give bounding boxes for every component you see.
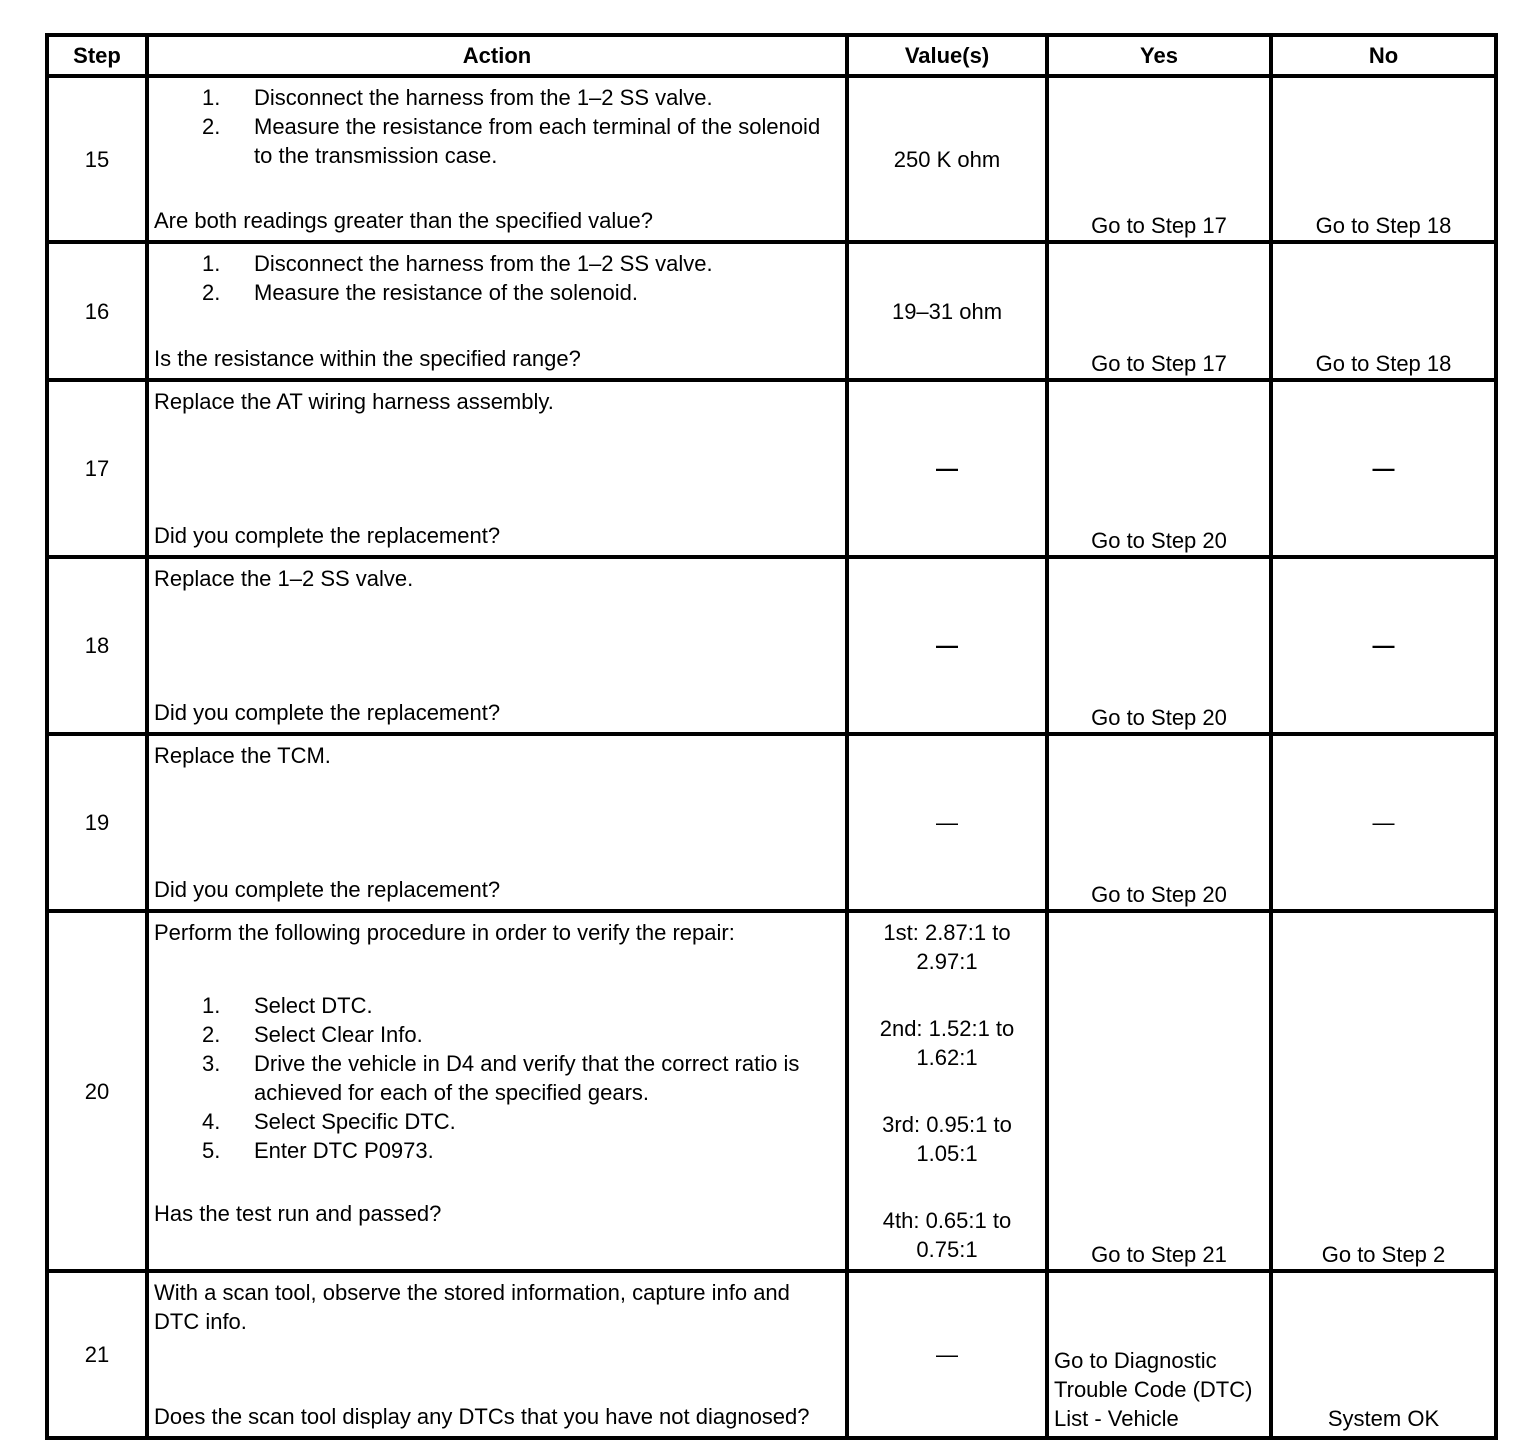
yes-link[interactable]: Go to Step 20 xyxy=(1047,734,1271,911)
question-text: Did you complete the replacement? xyxy=(154,700,501,725)
no-cell: — xyxy=(1271,557,1496,734)
list-item: 1. Select DTC. xyxy=(202,993,373,1018)
question-text: Did you complete the replacement? xyxy=(154,877,501,902)
gear-ratio-1st: 1st: 2.87:1 to 2.97:1 xyxy=(883,920,1011,974)
value-cell: 19–31 ohm xyxy=(847,242,1047,380)
no-link[interactable]: Go to Step 18 xyxy=(1271,242,1496,380)
table-row xyxy=(47,76,1496,242)
value-cell: — xyxy=(847,1271,1047,1438)
header-action: Action xyxy=(147,35,847,76)
value-cell xyxy=(847,911,1047,1271)
yes-link[interactable]: Go to Step 17 xyxy=(1047,242,1271,380)
gear-ratio-4th: 4th: 0.65:1 to 0.75:1 xyxy=(882,1208,1012,1262)
value-cell: — xyxy=(847,734,1047,911)
action-cell xyxy=(147,734,847,911)
no-cell: System OK xyxy=(1271,1271,1496,1438)
yes-link[interactable]: Go to Step 20 xyxy=(1047,557,1271,734)
table-row xyxy=(47,242,1496,380)
action-cell xyxy=(147,76,847,242)
question-text: Has the test run and passed? xyxy=(154,1201,442,1226)
header-yes: Yes xyxy=(1047,35,1271,76)
action-text: Replace the TCM. xyxy=(154,743,331,768)
action-text: With a scan tool, observe the stored information, capture info and DTC info. xyxy=(154,1280,790,1334)
action-cell xyxy=(147,1271,847,1438)
action-cell xyxy=(147,557,847,734)
header-no: No xyxy=(1271,35,1496,76)
header-row xyxy=(47,35,1496,76)
table-row xyxy=(47,380,1496,557)
list-item: 2. Select Clear Info. xyxy=(202,1022,423,1047)
gear-ratio-2nd: 2nd: 1.52:1 to 1.62:1 xyxy=(879,1016,1015,1070)
question-text: Are both readings greater than the specified value? xyxy=(154,208,653,233)
yes-link[interactable]: Go to Step 21 xyxy=(1047,911,1271,1271)
list-item: 2. Measure the resistance from each terminal of the solenoid to the transmission case. xyxy=(202,114,821,168)
action-text: Perform the following procedure in order to verify the repair: xyxy=(154,920,735,945)
step-number: 20 xyxy=(47,911,147,1271)
value-cell: — xyxy=(847,380,1047,557)
value-cell: — xyxy=(847,557,1047,734)
step-number: 15 xyxy=(47,76,147,242)
procedure-list xyxy=(154,83,840,170)
table-row xyxy=(47,911,1496,1271)
yes-link[interactable]: Go to Diagnostic Trouble Code (DTC) List - Vehicle xyxy=(1047,1271,1271,1438)
header-values: Value(s) xyxy=(847,35,1047,76)
list-item: 1. Disconnect the harness from the 1–2 SS valve. xyxy=(202,251,713,276)
table-row xyxy=(47,557,1496,734)
procedure-list xyxy=(154,249,840,307)
list-item: 5. Enter DTC P0973. xyxy=(202,1138,434,1163)
list-item: 1. Disconnect the harness from the 1–2 SS valve. xyxy=(202,85,713,110)
procedure-list xyxy=(154,991,840,1165)
step-number: 21 xyxy=(47,1271,147,1438)
question-text: Is the resistance within the specified range? xyxy=(154,346,581,371)
diagnostic-table xyxy=(45,33,1498,1440)
yes-link[interactable]: Go to Step 17 xyxy=(1047,76,1271,242)
table-row xyxy=(47,1271,1496,1438)
table-row xyxy=(47,734,1496,911)
step-number: 16 xyxy=(47,242,147,380)
list-item: 2. Measure the resistance of the solenoid. xyxy=(202,280,639,305)
question-text: Did you complete the replacement? xyxy=(154,523,501,548)
action-cell xyxy=(147,242,847,380)
action-text: Replace the AT wiring harness assembly. xyxy=(154,389,554,414)
gear-ratio-3rd: 3rd: 0.95:1 to 1.05:1 xyxy=(882,1112,1012,1166)
no-cell: — xyxy=(1271,734,1496,911)
step-number: 18 xyxy=(47,557,147,734)
step-number: 17 xyxy=(47,380,147,557)
step-number: 19 xyxy=(47,734,147,911)
no-cell: — xyxy=(1271,380,1496,557)
question-text: Does the scan tool display any DTCs that you have not diagnosed? xyxy=(154,1404,810,1429)
list-item: 3. Drive the vehicle in D4 and verify that the correct ratio is achieved for each of the specified gears. xyxy=(202,1051,800,1105)
action-cell xyxy=(147,911,847,1271)
yes-link[interactable]: Go to Step 20 xyxy=(1047,380,1271,557)
action-cell xyxy=(147,380,847,557)
no-link[interactable]: Go to Step 2 xyxy=(1271,911,1496,1271)
action-text: Replace the 1–2 SS valve. xyxy=(154,566,414,591)
no-link[interactable]: Go to Step 18 xyxy=(1271,76,1496,242)
header-step: Step xyxy=(47,35,147,76)
value-cell: 250 K ohm xyxy=(847,76,1047,242)
list-item: 4. Select Specific DTC. xyxy=(202,1109,456,1134)
